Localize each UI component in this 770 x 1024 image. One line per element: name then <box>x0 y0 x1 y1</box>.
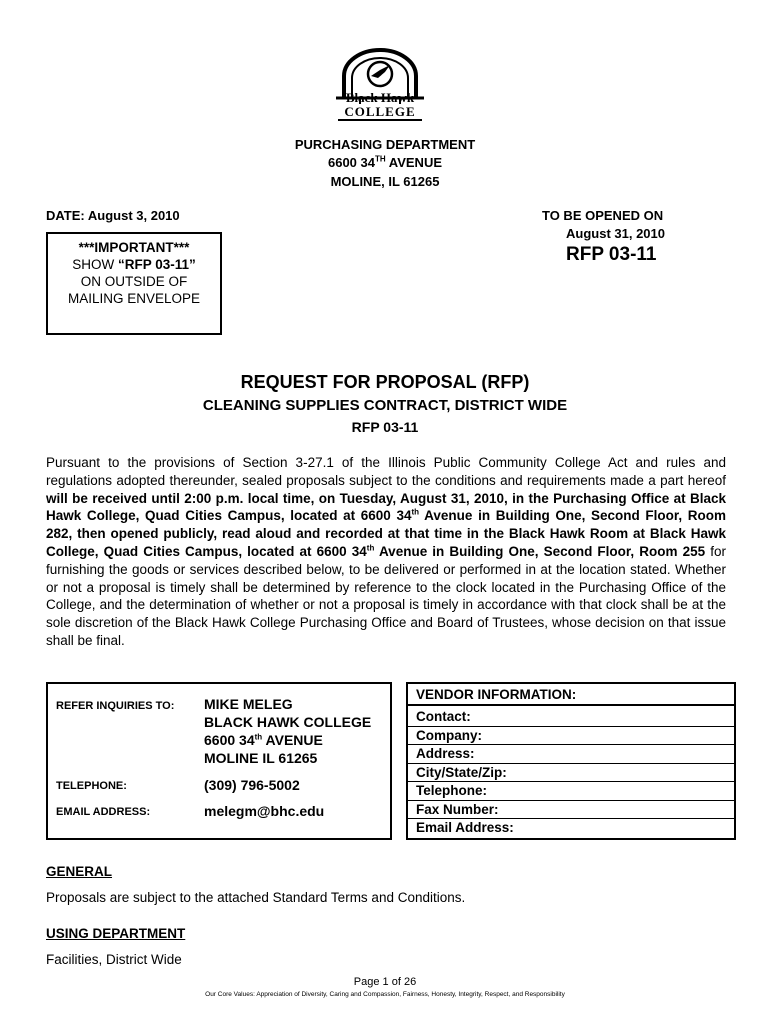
intro-bold-3: Avenue in Building One, Second Floor, Room 255 <box>374 543 706 559</box>
important-show-line <box>48 256 220 273</box>
logo-underline <box>338 119 422 121</box>
department-city: MOLINE, IL 61265 <box>330 174 440 189</box>
vendor-field-company[interactable]: Company: <box>408 727 734 746</box>
document-rfp-number: RFP 03-11 <box>351 419 419 435</box>
important-rfp-ref: “RFP 03-11” <box>117 257 196 272</box>
issue-date: DATE: August 3, 2010 <box>46 208 180 223</box>
vendor-field-fax[interactable]: Fax Number: <box>408 801 734 820</box>
opened-date: August 31, 2010 <box>566 226 665 241</box>
intro-sup-2: th <box>366 543 375 553</box>
important-show-text: SHOW <box>72 257 118 272</box>
contact-name: MIKE MELEG <box>204 696 293 712</box>
email-value[interactable]: melegm@bhc.edu <box>204 803 325 819</box>
contact-street-number: 6600 34 <box>204 732 255 748</box>
core-values-footer: Our Core Values: Appreciation of Diversity, Caring and Compassion, Fairness, Honesty, Integrity, Respect, and Responsibility <box>205 991 565 998</box>
general-heading: GENERAL <box>46 864 113 879</box>
street-number: 6600 34 <box>327 155 375 170</box>
email-label: EMAIL ADDRESS: <box>56 806 151 818</box>
intro-bold-2: Avenue in Building One, Second Floor, Room 282, then opened publicly, read aloud and recorded at that time in the Black Hawk Room at Black Hawk College, Quad Cities Campus, located at 6600 34 <box>46 508 726 559</box>
document-title: REQUEST FOR PROPOSAL (RFP) <box>240 372 530 392</box>
vendor-field-telephone[interactable]: Telephone: <box>408 782 734 801</box>
telephone-label: TELEPHONE: <box>56 780 127 792</box>
intro-sup-1: th <box>411 507 420 517</box>
contact-org: BLACK HAWK COLLEGE <box>204 714 372 730</box>
rfp-intro-paragraph <box>46 454 726 650</box>
rfp-number: RFP 03-11 <box>566 244 657 265</box>
contact-street-name: AVENUE <box>262 732 323 748</box>
important-line-4: MAILING ENVELOPE <box>67 291 201 306</box>
general-text: Proposals are subject to the attached Standard Terms and Conditions. <box>46 890 466 905</box>
vendor-field-address[interactable]: Address: <box>408 745 734 764</box>
document-subtitle: CLEANING SUPPLIES CONTRACT, DISTRICT WIDE <box>202 397 568 414</box>
department-street <box>0 154 770 172</box>
intro-bold-1: will be received until 2:00 p.m. local time, on Tuesday, August 31, 2010, in the Purchasing Office at Black Hawk College, Quad Cities Campus, located at 6600 34 <box>46 490 726 524</box>
contact-street <box>204 732 323 748</box>
vendor-field-contact[interactable]: Contact: <box>408 708 734 727</box>
logo-line-1: Black Hawk <box>345 90 415 105</box>
department-name: PURCHASING DEPARTMENT <box>294 137 476 152</box>
college-logo <box>330 48 430 128</box>
contact-street-suffix: th <box>254 732 263 742</box>
opened-label: TO BE OPENED ON <box>542 208 664 223</box>
vendor-information-box <box>406 682 736 840</box>
important-label: ***IMPORTANT*** <box>78 240 190 255</box>
using-department-heading: USING DEPARTMENT <box>46 926 186 941</box>
intro-text-1: Pursuant to the provisions of Section 3-27.1 of the Illinois Public Community College Act and rules and regulations adopted thereunder, sealed proposals subject to the conditions and requirements made a part hereof <box>46 455 726 488</box>
refer-inquiries-box <box>46 682 392 840</box>
important-line-3: ON OUTSIDE OF <box>80 274 188 289</box>
vendor-heading: VENDOR INFORMATION: <box>408 684 734 706</box>
refer-label: REFER INQUIRIES TO: <box>56 700 175 712</box>
contact-city: MOLINE IL 61265 <box>204 750 318 766</box>
telephone-value: (309) 796-5002 <box>204 777 300 793</box>
vendor-field-city-state-zip[interactable]: City/State/Zip: <box>408 764 734 783</box>
vendor-field-email[interactable]: Email Address: <box>416 820 514 835</box>
logo-line-2: COLLEGE <box>344 104 416 119</box>
street-suffix: TH <box>374 154 386 164</box>
intro-text-2: for furnishing the goods or services described below, to be delivered or performed in at the location stated. Whether or not a proposal is timely shall be determined by reference to the clock located in the Purchasing Office of the College, and the determination of whether or not a proposal is timely in accordance with that clock shall be at the sole discretion of the Black Hawk College Purchasing Office and Board of Trustees, whose decision on that issue shall be final. <box>46 543 726 648</box>
using-department-text: Facilities, District Wide <box>46 952 182 967</box>
street-name: AVENUE <box>385 155 442 170</box>
page-number: Page 1 of 26 <box>353 976 417 988</box>
important-notice-box <box>46 232 222 335</box>
